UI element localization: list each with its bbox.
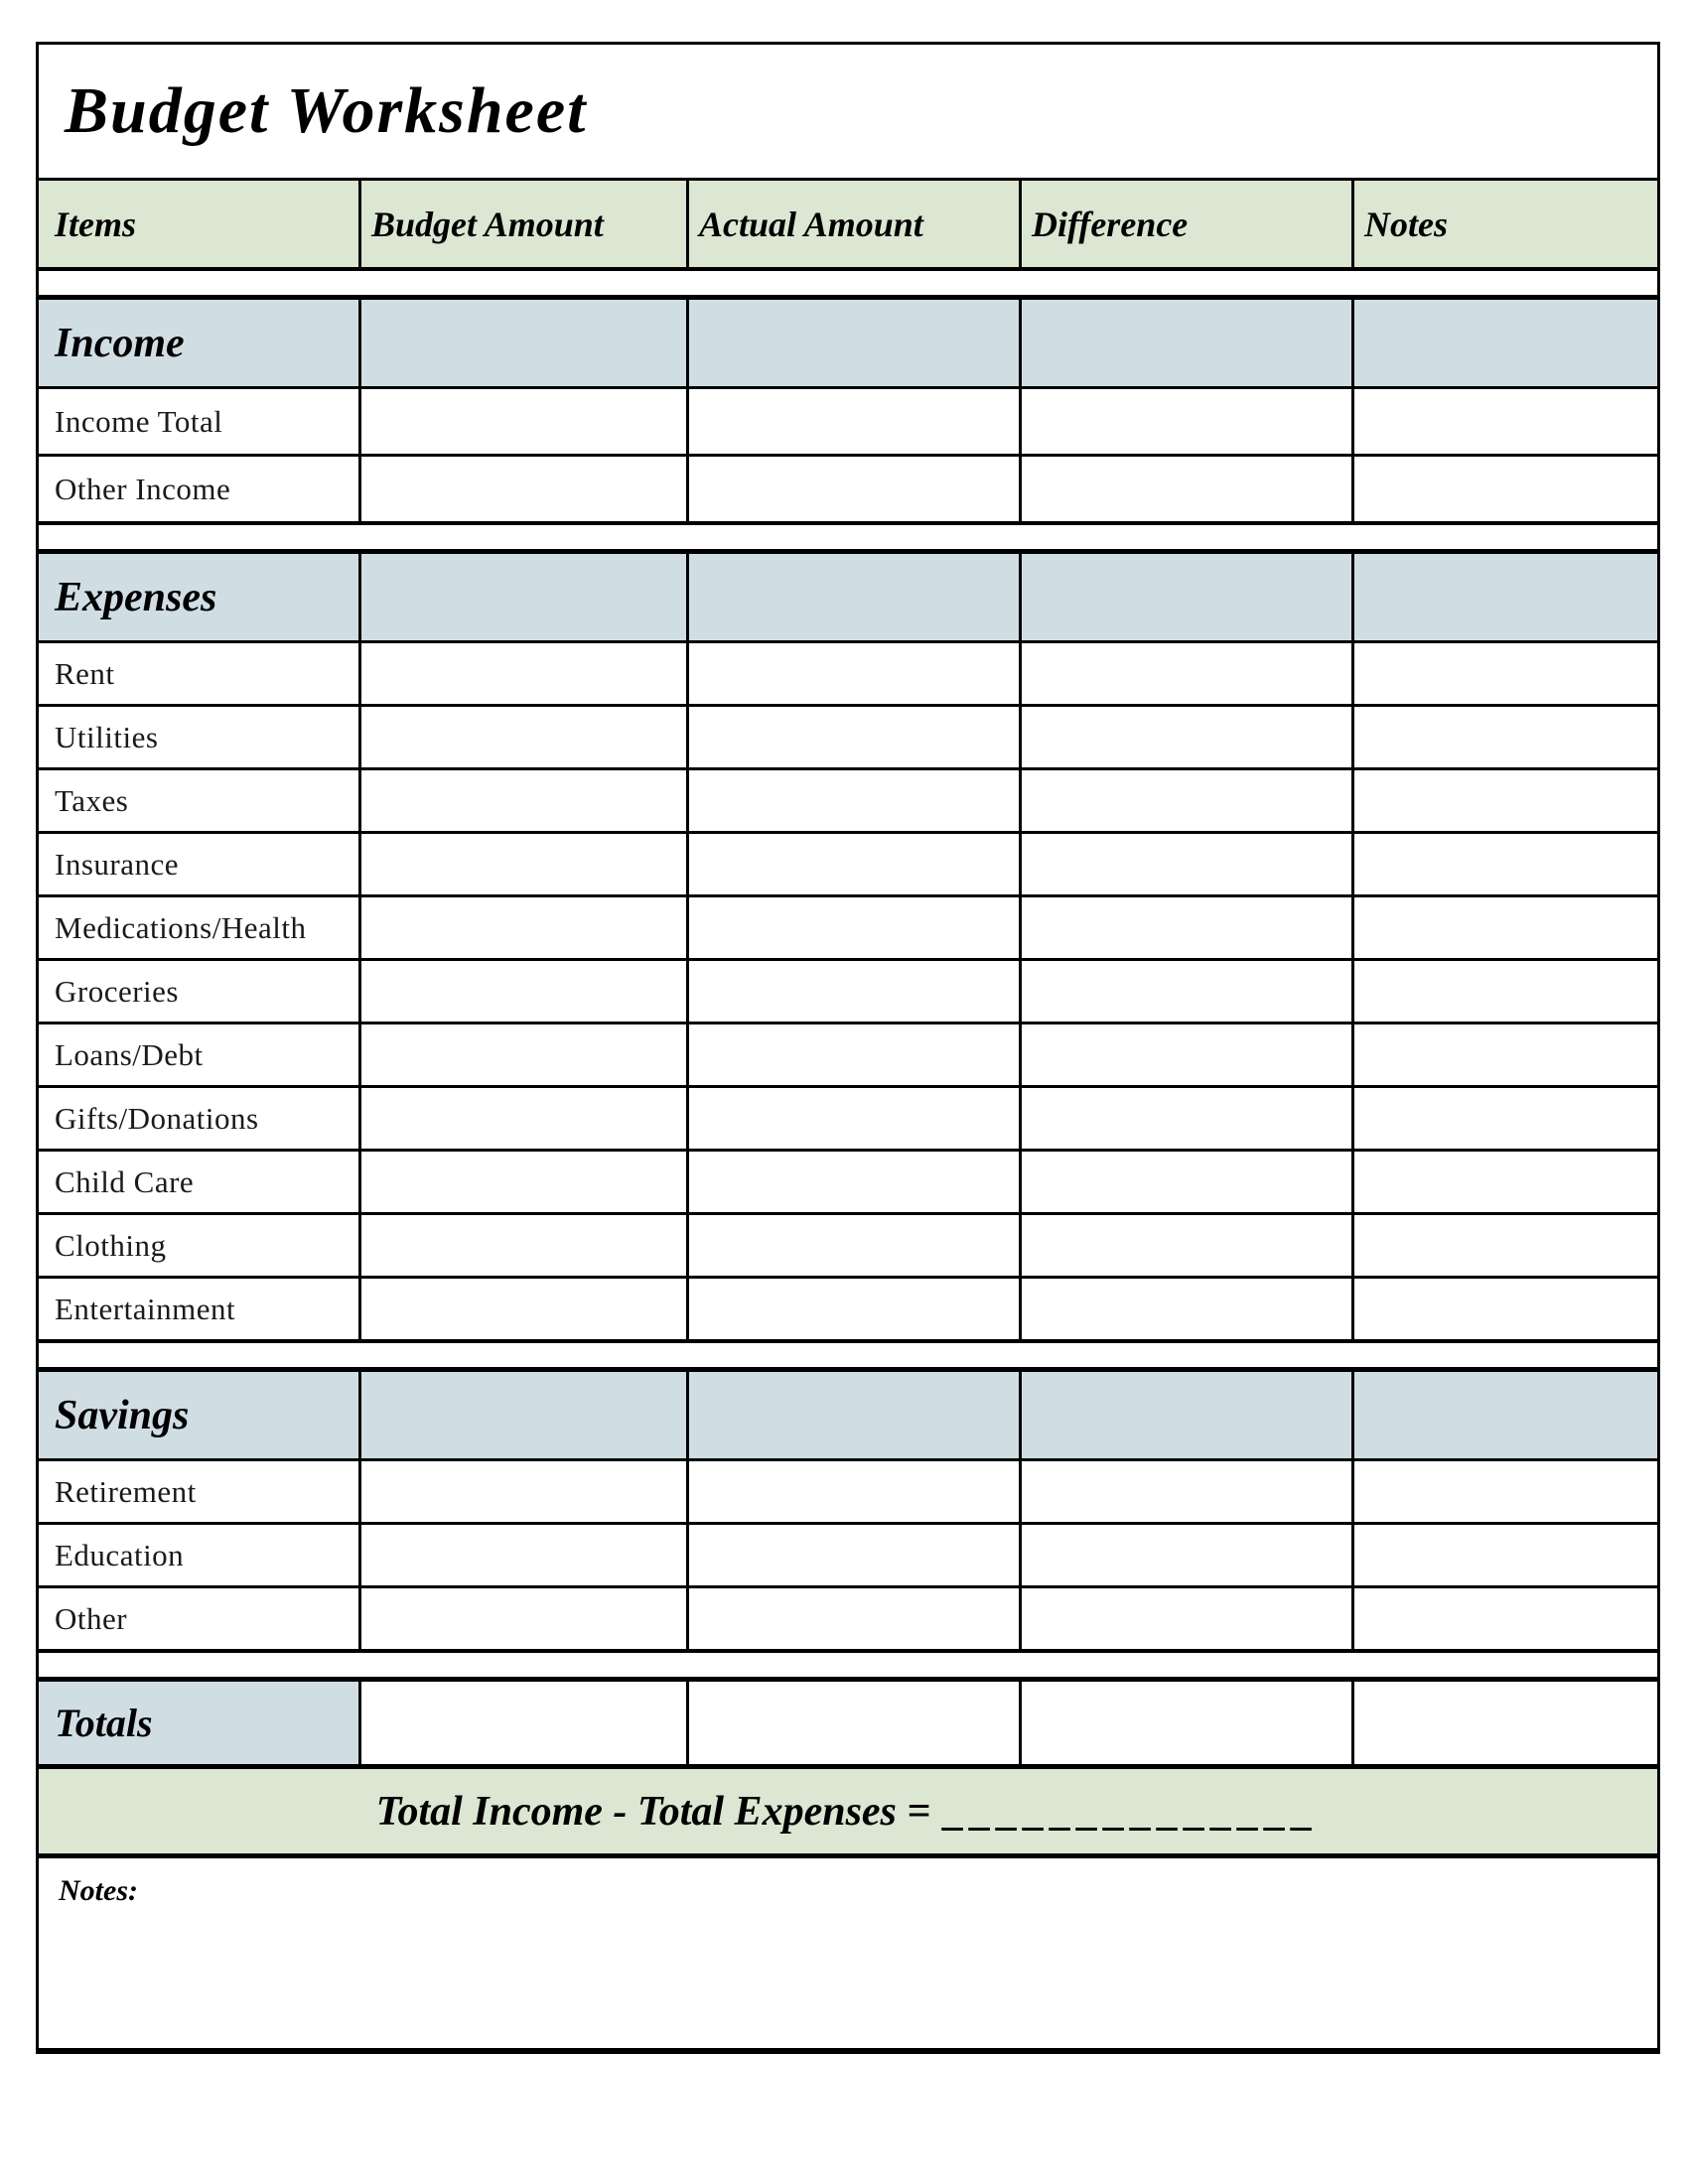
medications-health-label: Medications/Health — [55, 909, 307, 945]
gifts-donations-actual-cell[interactable] — [686, 1088, 1019, 1149]
column-header-budget-amount: Budget Amount — [358, 181, 686, 267]
child-care-label: Child Care — [55, 1163, 195, 1199]
rent-label: Rent — [55, 655, 115, 691]
row-medications-health — [39, 894, 1657, 958]
loans-debt-budget-cell[interactable] — [358, 1024, 686, 1085]
clothing-difference-cell[interactable] — [1019, 1215, 1351, 1276]
insurance-actual-cell[interactable] — [686, 834, 1019, 894]
expenses-section-header-row — [39, 549, 1657, 640]
utilities-notes-cell[interactable] — [1351, 707, 1657, 767]
entertainment-difference-cell[interactable] — [1019, 1279, 1351, 1339]
other-savings-budget-cell[interactable] — [358, 1588, 686, 1649]
row-retirement — [39, 1458, 1657, 1522]
expenses-header-budget-cell — [358, 554, 686, 640]
taxes-notes-cell[interactable] — [1351, 770, 1657, 831]
insurance-label: Insurance — [55, 846, 179, 882]
education-label: Education — [55, 1537, 185, 1572]
summary-blank-line[interactable]: ______________ — [944, 1788, 1321, 1835]
groceries-budget-cell[interactable] — [358, 961, 686, 1022]
insurance-notes-cell[interactable] — [1351, 834, 1657, 894]
income-header-notes-cell — [1351, 300, 1657, 386]
taxes-actual-cell[interactable] — [686, 770, 1019, 831]
gifts-donations-difference-cell[interactable] — [1019, 1088, 1351, 1149]
loans-debt-label: Loans/Debt — [55, 1036, 204, 1072]
retirement-budget-cell[interactable] — [358, 1461, 686, 1522]
notes-label: Notes: — [59, 1874, 138, 1907]
other-savings-actual-cell[interactable] — [686, 1588, 1019, 1649]
loans-debt-notes-cell[interactable] — [1351, 1024, 1657, 1085]
education-notes-cell[interactable] — [1351, 1525, 1657, 1585]
spacer-row-1 — [39, 267, 1657, 295]
row-gifts-donations — [39, 1085, 1657, 1149]
loans-debt-actual-cell[interactable] — [686, 1024, 1019, 1085]
row-education — [39, 1522, 1657, 1585]
other-income-budget-cell[interactable] — [358, 457, 686, 521]
utilities-actual-cell[interactable] — [686, 707, 1019, 767]
medications-health-actual-cell[interactable] — [686, 897, 1019, 958]
expenses-header-difference-cell — [1019, 554, 1351, 640]
totals-actual-cell[interactable] — [686, 1682, 1019, 1764]
insurance-budget-cell[interactable] — [358, 834, 686, 894]
medications-health-budget-cell[interactable] — [358, 897, 686, 958]
gifts-donations-label: Gifts/Donations — [55, 1100, 259, 1136]
column-header-row — [39, 178, 1657, 267]
row-insurance — [39, 831, 1657, 894]
summary-bar — [39, 1764, 1657, 1853]
totals-notes-cell[interactable] — [1351, 1682, 1657, 1764]
savings-section-label: Savings — [55, 1392, 190, 1438]
child-care-notes-cell[interactable] — [1351, 1152, 1657, 1212]
column-header-actual-amount: Actual Amount — [686, 181, 1019, 267]
other-income-actual-cell[interactable] — [686, 457, 1019, 521]
row-other-savings — [39, 1585, 1657, 1649]
clothing-budget-cell[interactable] — [358, 1215, 686, 1276]
groceries-label: Groceries — [55, 973, 179, 1009]
savings-header-budget-cell — [358, 1372, 686, 1458]
totals-row — [39, 1677, 1657, 1764]
row-child-care — [39, 1149, 1657, 1212]
income-header-difference-cell — [1019, 300, 1351, 386]
budget-worksheet — [36, 42, 1660, 2054]
education-difference-cell[interactable] — [1019, 1525, 1351, 1585]
row-income-total — [39, 386, 1657, 454]
education-actual-cell[interactable] — [686, 1525, 1019, 1585]
clothing-label: Clothing — [55, 1227, 167, 1263]
clothing-notes-cell[interactable] — [1351, 1215, 1657, 1276]
income-total-actual-cell[interactable] — [686, 389, 1019, 454]
groceries-notes-cell[interactable] — [1351, 961, 1657, 1022]
row-taxes — [39, 767, 1657, 831]
gifts-donations-budget-cell[interactable] — [358, 1088, 686, 1149]
income-total-label: Income Total — [55, 403, 223, 439]
insurance-difference-cell[interactable] — [1019, 834, 1351, 894]
entertainment-budget-cell[interactable] — [358, 1279, 686, 1339]
child-care-budget-cell[interactable] — [358, 1152, 686, 1212]
taxes-difference-cell[interactable] — [1019, 770, 1351, 831]
row-clothing — [39, 1212, 1657, 1276]
other-savings-notes-cell[interactable] — [1351, 1588, 1657, 1649]
income-section-header-row — [39, 295, 1657, 386]
row-utilities — [39, 704, 1657, 767]
rent-difference-cell[interactable] — [1019, 643, 1351, 704]
retirement-difference-cell[interactable] — [1019, 1461, 1351, 1522]
expenses-header-actual-cell — [686, 554, 1019, 640]
other-savings-difference-cell[interactable] — [1019, 1588, 1351, 1649]
other-income-label: Other Income — [55, 471, 231, 506]
retirement-actual-cell[interactable] — [686, 1461, 1019, 1522]
totals-label: Totals — [39, 1682, 358, 1764]
savings-header-actual-cell — [686, 1372, 1019, 1458]
other-income-notes-cell[interactable] — [1351, 457, 1657, 521]
groceries-difference-cell[interactable] — [1019, 961, 1351, 1022]
page-title: Budget Worksheet — [65, 74, 588, 147]
row-loans-debt — [39, 1022, 1657, 1085]
spacer-row-3 — [39, 1339, 1657, 1367]
income-total-difference-cell[interactable] — [1019, 389, 1351, 454]
other-savings-label: Other — [55, 1600, 128, 1636]
expenses-header-notes-cell — [1351, 554, 1657, 640]
column-header-items: Items — [55, 204, 137, 244]
retirement-label: Retirement — [55, 1473, 197, 1509]
savings-header-notes-cell — [1351, 1372, 1657, 1458]
rent-notes-cell[interactable] — [1351, 643, 1657, 704]
income-header-budget-cell — [358, 300, 686, 386]
savings-section-header-row — [39, 1367, 1657, 1458]
taxes-budget-cell[interactable] — [358, 770, 686, 831]
loans-debt-difference-cell[interactable] — [1019, 1024, 1351, 1085]
spacer-row-4 — [39, 1649, 1657, 1677]
income-header-actual-cell — [686, 300, 1019, 386]
summary-equation-label: Total Income - Total Expenses = — [375, 1788, 931, 1835]
medications-health-notes-cell[interactable] — [1351, 897, 1657, 958]
row-other-income — [39, 454, 1657, 521]
groceries-actual-cell[interactable] — [686, 961, 1019, 1022]
clothing-actual-cell[interactable] — [686, 1215, 1019, 1276]
totals-budget-cell[interactable] — [358, 1682, 686, 1764]
income-total-budget-cell[interactable] — [358, 389, 686, 454]
entertainment-actual-cell[interactable] — [686, 1279, 1019, 1339]
totals-difference-cell[interactable] — [1019, 1682, 1351, 1764]
row-groceries — [39, 958, 1657, 1022]
expenses-section-label: Expenses — [55, 574, 217, 620]
child-care-difference-cell[interactable] — [1019, 1152, 1351, 1212]
entertainment-label: Entertainment — [55, 1291, 236, 1326]
other-income-difference-cell[interactable] — [1019, 457, 1351, 521]
column-header-difference: Difference — [1019, 181, 1351, 267]
education-budget-cell[interactable] — [358, 1525, 686, 1585]
gifts-donations-notes-cell[interactable] — [1351, 1088, 1657, 1149]
title-row — [39, 45, 1657, 178]
row-rent — [39, 640, 1657, 704]
income-total-notes-cell[interactable] — [1351, 389, 1657, 454]
taxes-label: Taxes — [55, 782, 129, 818]
rent-actual-cell[interactable] — [686, 643, 1019, 704]
column-header-notes: Notes — [1351, 181, 1657, 267]
rent-budget-cell[interactable] — [358, 643, 686, 704]
savings-header-difference-cell — [1019, 1372, 1351, 1458]
utilities-budget-cell[interactable] — [358, 707, 686, 767]
notes-area[interactable] — [39, 1853, 1657, 2048]
entertainment-notes-cell[interactable] — [1351, 1279, 1657, 1339]
utilities-difference-cell[interactable] — [1019, 707, 1351, 767]
child-care-actual-cell[interactable] — [686, 1152, 1019, 1212]
utilities-label: Utilities — [55, 719, 159, 754]
retirement-notes-cell[interactable] — [1351, 1461, 1657, 1522]
spacer-row-2 — [39, 521, 1657, 549]
row-entertainment — [39, 1276, 1657, 1339]
medications-health-difference-cell[interactable] — [1019, 897, 1351, 958]
income-section-label: Income — [55, 320, 185, 366]
